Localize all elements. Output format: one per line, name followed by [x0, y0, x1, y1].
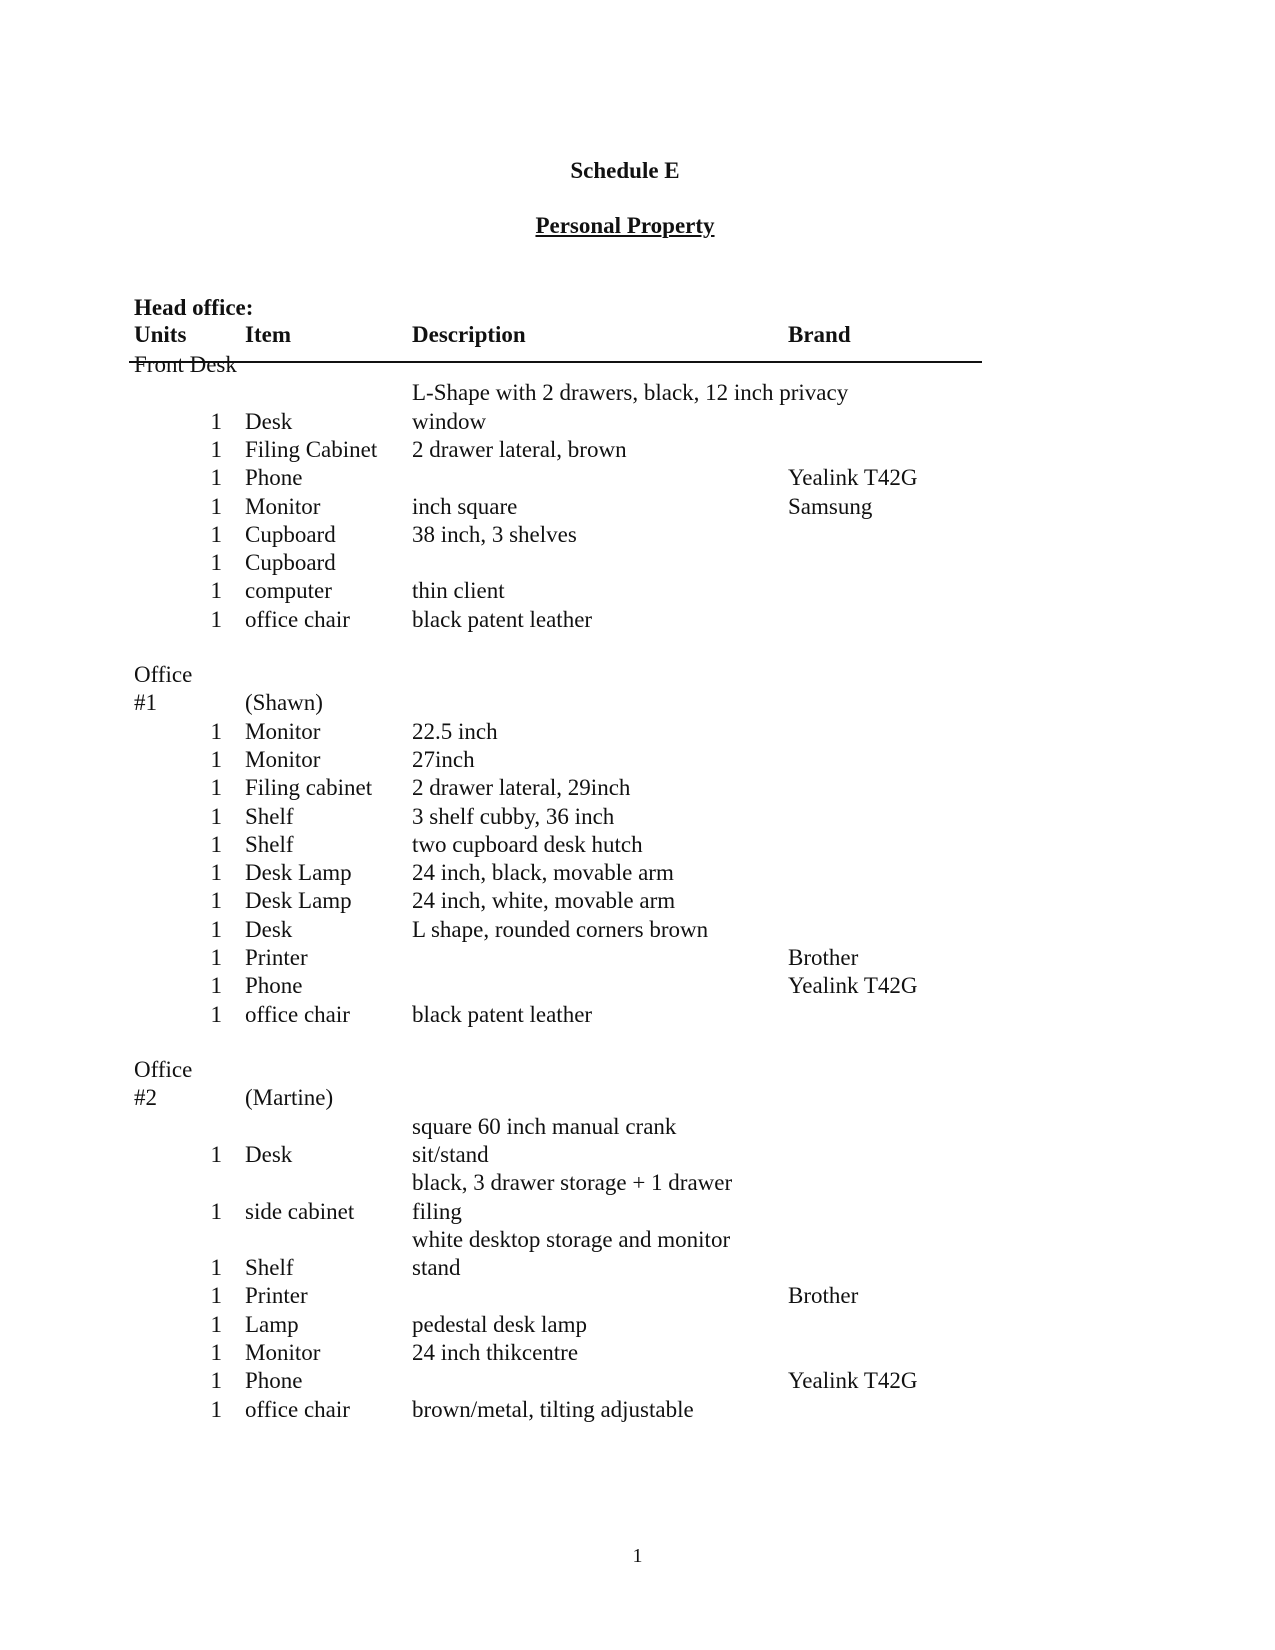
item-cell: Phone [245, 973, 303, 999]
item-cell: Monitor [245, 746, 321, 772]
section-person: (Shawn) [245, 690, 323, 716]
section-label: Office [134, 1057, 193, 1082]
description-cell: black patent leather [412, 606, 593, 632]
item-cell: Monitor [245, 493, 321, 519]
column-header-item: Item [245, 322, 291, 347]
units-cell: 1 [210, 1255, 222, 1281]
brand-cell: Yealink T42G [788, 465, 918, 491]
item-cell: office chair [245, 1001, 350, 1027]
units-cell: 1 [210, 465, 222, 491]
units-cell: 1 [210, 1001, 222, 1027]
description-cell: inch square [412, 493, 518, 519]
item-cell: Shelf [245, 1255, 294, 1281]
page-subtitle: Personal Property [535, 213, 715, 238]
brand-cell: Samsung [788, 493, 873, 519]
units-cell: 1 [210, 888, 222, 914]
units-cell: 1 [210, 1368, 222, 1394]
units-cell: 1 [210, 493, 222, 519]
section-label: #2 [134, 1085, 157, 1111]
item-cell: Filing Cabinet [245, 436, 378, 462]
item-cell: Cupboard [245, 550, 336, 576]
description-cell: stand [412, 1255, 461, 1281]
item-cell: Desk [245, 408, 293, 434]
description-cell: black patent leather [412, 1001, 593, 1027]
units-cell: 1 [210, 606, 222, 632]
section-person: (Martine) [245, 1085, 334, 1111]
units-cell: 1 [210, 973, 222, 999]
brand-cell: Brother [788, 945, 859, 970]
item-cell: office chair [245, 606, 350, 632]
description-cell: 3 shelf cubby, 36 inch [412, 803, 615, 829]
units-cell: 1 [210, 746, 222, 772]
units-cell: 1 [210, 408, 222, 434]
section-label: Office [134, 662, 193, 687]
units-cell: 1 [210, 916, 222, 942]
description-cell: 24 inch thikcentre [412, 1340, 579, 1365]
section-label: Front Desk [134, 352, 237, 377]
units-cell: 1 [210, 1141, 222, 1167]
units-cell: 1 [210, 1396, 222, 1422]
item-cell: Shelf [245, 831, 294, 857]
item-cell: Monitor [245, 718, 321, 744]
units-cell: 1 [210, 1340, 222, 1365]
description-cell: 2 drawer lateral, 29inch [412, 775, 631, 801]
units-cell: 1 [210, 831, 222, 857]
item-cell: side cabinet [245, 1198, 355, 1224]
brand-cell: Yealink T42G [788, 1368, 918, 1394]
description-cell: 24 inch, black, movable arm [412, 860, 674, 886]
description-cell: 27inch [412, 746, 475, 772]
item-cell: Desk Lamp [245, 860, 352, 886]
units-cell: 1 [210, 436, 222, 462]
column-header-description: Description [412, 322, 526, 347]
section-label: #1 [134, 690, 157, 716]
units-cell: 1 [210, 860, 222, 886]
description-cell: two cupboard desk hutch [412, 831, 643, 857]
units-cell: 1 [210, 1283, 222, 1309]
description-cell: sit/stand [412, 1141, 489, 1167]
item-cell: Cupboard [245, 521, 336, 547]
description-cell: black, 3 drawer storage + 1 drawer [412, 1170, 733, 1196]
item-cell: Monitor [245, 1340, 321, 1365]
description-cell: pedestal desk lamp [412, 1311, 588, 1337]
description-cell: 24 inch, white, movable arm [412, 888, 676, 914]
page-number: 1 [632, 1545, 643, 1567]
description-cell: 2 drawer lateral, brown [412, 436, 627, 462]
item-cell: Desk [245, 916, 293, 942]
schedule-title: Schedule E [570, 158, 680, 183]
description-cell: white desktop storage and monitor [412, 1226, 731, 1252]
item-cell: office chair [245, 1396, 350, 1422]
item-cell: Phone [245, 1368, 303, 1394]
item-cell: Printer [245, 1283, 308, 1309]
description-cell: 38 inch, 3 shelves [412, 521, 577, 547]
item-cell: Printer [245, 945, 308, 970]
units-cell: 1 [210, 718, 222, 744]
description-cell: filing [412, 1198, 462, 1224]
units-cell: 1 [210, 521, 222, 547]
item-cell: computer [245, 578, 332, 604]
brand-cell: Yealink T42G [788, 973, 918, 999]
units-cell: 1 [210, 775, 222, 801]
description-cell: L shape, rounded corners brown [412, 916, 709, 942]
description-cell: brown/metal, tilting adjustable [412, 1396, 694, 1422]
column-header-units: Units [134, 322, 187, 347]
description-cell: square 60 inch manual crank [412, 1113, 677, 1139]
brand-cell: Brother [788, 1283, 859, 1309]
units-cell: 1 [210, 578, 222, 604]
units-cell: 1 [210, 803, 222, 829]
description-cell: thin client [412, 578, 505, 604]
description-cell: window [412, 408, 487, 434]
description-cell: 22.5 inch [412, 718, 498, 744]
item-cell: Lamp [245, 1311, 299, 1337]
item-cell: Desk Lamp [245, 888, 352, 914]
units-cell: 1 [210, 1198, 222, 1224]
item-cell: Shelf [245, 803, 294, 829]
units-cell: 1 [210, 550, 222, 576]
description-cell: L-Shape with 2 drawers, black, 12 inch privacy [412, 380, 849, 406]
item-cell: Filing cabinet [245, 775, 373, 801]
location-heading: Head office: [134, 295, 254, 320]
units-cell: 1 [210, 1311, 222, 1337]
item-cell: Desk [245, 1141, 293, 1167]
item-cell: Phone [245, 465, 303, 491]
column-header-brand: Brand [788, 322, 851, 347]
units-cell: 1 [210, 945, 222, 970]
header-rule [129, 361, 982, 363]
